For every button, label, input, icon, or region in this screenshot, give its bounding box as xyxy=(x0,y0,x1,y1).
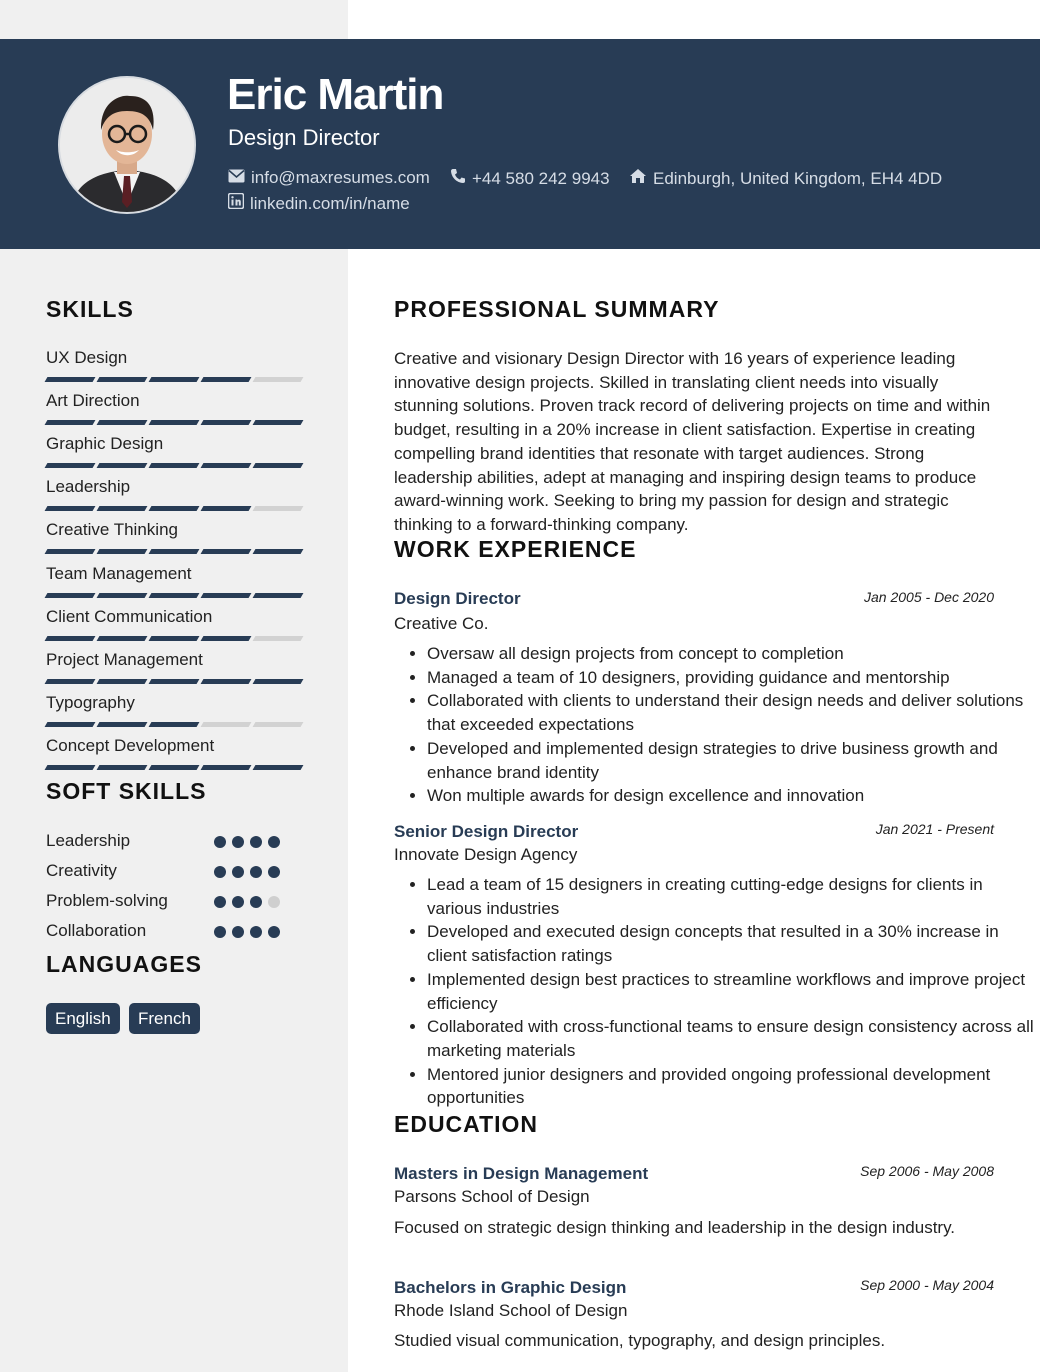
language-tag-english: English xyxy=(46,1003,120,1034)
skill-level-bar xyxy=(46,593,302,598)
rating-dot xyxy=(268,836,280,848)
skill-level-segment xyxy=(253,593,304,598)
skill-level-bar xyxy=(46,636,302,641)
skill-level-bar xyxy=(46,463,302,468)
candidate-title: Design Director xyxy=(228,125,380,150)
skill-level-bar xyxy=(46,506,302,511)
list-item: • Managed a team of 10 designers, providing guidance and mentorship xyxy=(427,666,1037,690)
contact-location xyxy=(629,168,942,189)
list-item: • Collaborated with clients to understand their design needs and deliver solutions that exceeded expectations xyxy=(427,689,1037,736)
skill-level-segment xyxy=(253,420,304,425)
rating-dot xyxy=(214,896,226,908)
skill-level-segment xyxy=(97,722,148,727)
email-text: info@maxresumes.com xyxy=(251,168,430,187)
job-bullets xyxy=(394,873,1037,1110)
skill-level-segment xyxy=(97,593,148,598)
skill-level-segment xyxy=(201,420,252,425)
school-name: Rhode Island School of Design xyxy=(394,1301,628,1320)
education-description: Studied visual communication, typography, and design principles. xyxy=(394,1331,886,1350)
skill-name: Leadership xyxy=(46,477,131,497)
soft-skill-name: Problem-solving xyxy=(46,891,168,910)
degree-title: Bachelors in Graphic Design xyxy=(394,1278,627,1297)
skill-level-bar xyxy=(46,765,302,770)
skill-level-segment xyxy=(149,593,200,598)
home-icon xyxy=(629,168,647,189)
rating-dot xyxy=(214,866,226,878)
skill-level-segment xyxy=(149,722,200,727)
list-item: • Implemented design best practices to streamline workflows and improve project efficiency xyxy=(427,968,1037,1015)
skill-level-segment xyxy=(149,377,200,382)
job-dates: Jan 2021 - Present xyxy=(875,821,994,837)
skill-level-segment xyxy=(149,679,200,684)
skill-name: Client Communication xyxy=(46,606,213,626)
skill-level-segment xyxy=(45,636,96,641)
list-item: • Won multiple awards for design excellence and innovation xyxy=(427,784,1037,808)
skill-level-segment xyxy=(201,506,252,511)
location-text: Edinburgh, United Kingdom, EH4 4DD xyxy=(653,168,943,188)
skill-name: Graphic Design xyxy=(46,434,164,454)
skill-level-segment xyxy=(97,679,148,684)
rating-dot xyxy=(250,866,262,878)
skill-level-segment xyxy=(149,549,200,554)
skill-level-segment xyxy=(253,506,304,511)
job-dates: Jan 2005 - Dec 2020 xyxy=(864,589,994,605)
candidate-name: Eric Martin xyxy=(227,70,444,119)
rating-dot xyxy=(214,836,226,848)
soft-skill-name: Creativity xyxy=(46,861,117,880)
skill-level-segment xyxy=(201,377,252,382)
skill-level-bar xyxy=(46,420,302,425)
summary-text: Creative and visionary Design Director with 16 years of experience leading innovative design projects. Skilled in translating client needs into visually stunning solutions. Proven track record of delivering projects on time and within budget, resulting in a 20% increase in client satisfaction. Expertise in creating compelling brand identities that resonate with target audiences. Strong leadership abilities, adept at managing and inspiring design teams to produce award-winning work. Seeking to bring my passion for design and strategic thinking to a forward-thinking company. xyxy=(394,349,991,534)
job-company: Creative Co. xyxy=(394,614,489,633)
skill-level-bar xyxy=(46,549,302,554)
rating-dot xyxy=(232,836,244,848)
phone-text: +44 580 242 9943 xyxy=(472,168,610,188)
rating-dot xyxy=(214,926,226,938)
skill-level-segment xyxy=(201,679,252,684)
skill-name: UX Design xyxy=(46,348,128,367)
phone-icon xyxy=(450,168,466,189)
contact-phone[interactable] xyxy=(450,168,610,189)
rating-dot xyxy=(268,926,280,938)
skill-level-bar xyxy=(46,377,302,382)
profile-photo xyxy=(58,76,196,214)
skill-name: Typography xyxy=(46,692,135,712)
skill-level-segment xyxy=(97,420,148,425)
rating-dot xyxy=(232,896,244,908)
school-name: Parsons School of Design xyxy=(394,1187,590,1206)
soft-skill-rating xyxy=(214,926,280,938)
job-title: Senior Design Director xyxy=(394,822,579,841)
skill-level-segment xyxy=(253,377,304,382)
languages-heading: LANGUAGES xyxy=(46,951,202,977)
list-item: • Developed and executed design concepts that resulted in a 30% increase in client satisfaction ratings xyxy=(427,920,1037,967)
skill-name: Team Management xyxy=(46,563,192,583)
job-company: Innovate Design Agency xyxy=(394,845,578,864)
skill-level-segment xyxy=(97,463,148,468)
skill-level-segment xyxy=(45,420,96,425)
skill-level-segment xyxy=(201,636,252,641)
skill-level-segment xyxy=(149,463,200,468)
list-item: • Collaborated with cross-functional teams to ensure design consistency across all marketing materials xyxy=(427,1015,1037,1062)
soft-skill-name: Collaboration xyxy=(46,921,147,940)
skill-level-segment xyxy=(45,593,96,598)
skill-level-bar xyxy=(46,679,302,684)
skill-level-segment xyxy=(45,506,96,511)
skill-level-segment xyxy=(201,765,252,770)
skill-level-segment xyxy=(45,765,96,770)
linkedin-text: linkedin.com/in/name xyxy=(250,193,410,213)
education-description: Focused on strategic design thinking and leadership in the design industry. xyxy=(394,1218,956,1237)
skill-level-segment xyxy=(45,722,96,727)
rating-dot xyxy=(232,866,244,878)
skill-level-segment xyxy=(45,549,96,554)
skill-level-segment xyxy=(45,463,96,468)
skill-level-segment xyxy=(253,765,304,770)
skill-level-segment xyxy=(149,765,200,770)
skill-level-segment xyxy=(201,722,252,727)
skill-level-segment xyxy=(97,636,148,641)
skill-level-segment xyxy=(253,549,304,554)
skill-name: Creative Thinking xyxy=(46,520,178,540)
skill-level-segment xyxy=(149,506,200,511)
envelope-icon xyxy=(228,168,245,188)
experience-heading: WORK EXPERIENCE xyxy=(394,536,637,562)
job-bullets xyxy=(394,642,1037,808)
list-item: • Developed and implemented design strategies to drive business growth and enhance brand identity xyxy=(427,737,1037,784)
skill-level-segment xyxy=(253,636,304,641)
rating-dot xyxy=(268,896,280,908)
skill-level-bar xyxy=(46,722,302,727)
contact-email[interactable] xyxy=(228,168,430,188)
rating-dot xyxy=(232,926,244,938)
list-item: • Lead a team of 15 designers in creating cutting-edge designs for clients in various industries xyxy=(427,873,1037,920)
rating-dot xyxy=(268,866,280,878)
skill-name: Project Management xyxy=(46,649,203,669)
education-dates: Sep 2000 - May 2004 xyxy=(860,1277,994,1293)
skill-level-segment xyxy=(149,420,200,425)
soft-skill-rating xyxy=(214,896,280,908)
soft-skills-heading: SOFT SKILLS xyxy=(46,778,207,804)
language-tag-french: French xyxy=(129,1003,200,1034)
skill-level-segment xyxy=(253,679,304,684)
list-item: • Oversaw all design projects from concept to completion xyxy=(427,642,1037,666)
skill-level-segment xyxy=(253,463,304,468)
skill-level-segment xyxy=(97,765,148,770)
linkedin-icon xyxy=(228,193,244,214)
skill-level-segment xyxy=(45,377,96,382)
skill-level-segment xyxy=(201,593,252,598)
summary-heading: PROFESSIONAL SUMMARY xyxy=(394,296,720,322)
skill-level-segment xyxy=(253,722,304,727)
skill-level-segment xyxy=(97,506,148,511)
soft-skill-name: Leadership xyxy=(46,831,131,850)
skill-level-segment xyxy=(97,549,148,554)
skill-name: Concept Development xyxy=(46,735,215,755)
rating-dot xyxy=(250,836,262,848)
skill-level-segment xyxy=(201,549,252,554)
skill-level-segment xyxy=(97,377,148,382)
skills-heading: SKILLS xyxy=(46,296,134,322)
skill-level-segment xyxy=(149,636,200,641)
education-dates: Sep 2006 - May 2008 xyxy=(860,1163,994,1179)
skill-name: Art Direction xyxy=(46,391,140,411)
rating-dot xyxy=(250,926,262,938)
rating-dot xyxy=(250,896,262,908)
soft-skill-rating xyxy=(214,836,280,848)
skill-level-segment xyxy=(201,463,252,468)
education-heading: EDUCATION xyxy=(394,1111,539,1137)
skill-level-segment xyxy=(45,679,96,684)
contact-linkedin[interactable] xyxy=(228,193,410,214)
list-item: • Mentored junior designers and provided ongoing professional development opportunities xyxy=(427,1063,1037,1110)
job-title: Design Director xyxy=(394,589,521,608)
soft-skill-rating xyxy=(214,866,280,878)
degree-title: Masters in Design Management xyxy=(394,1164,649,1183)
